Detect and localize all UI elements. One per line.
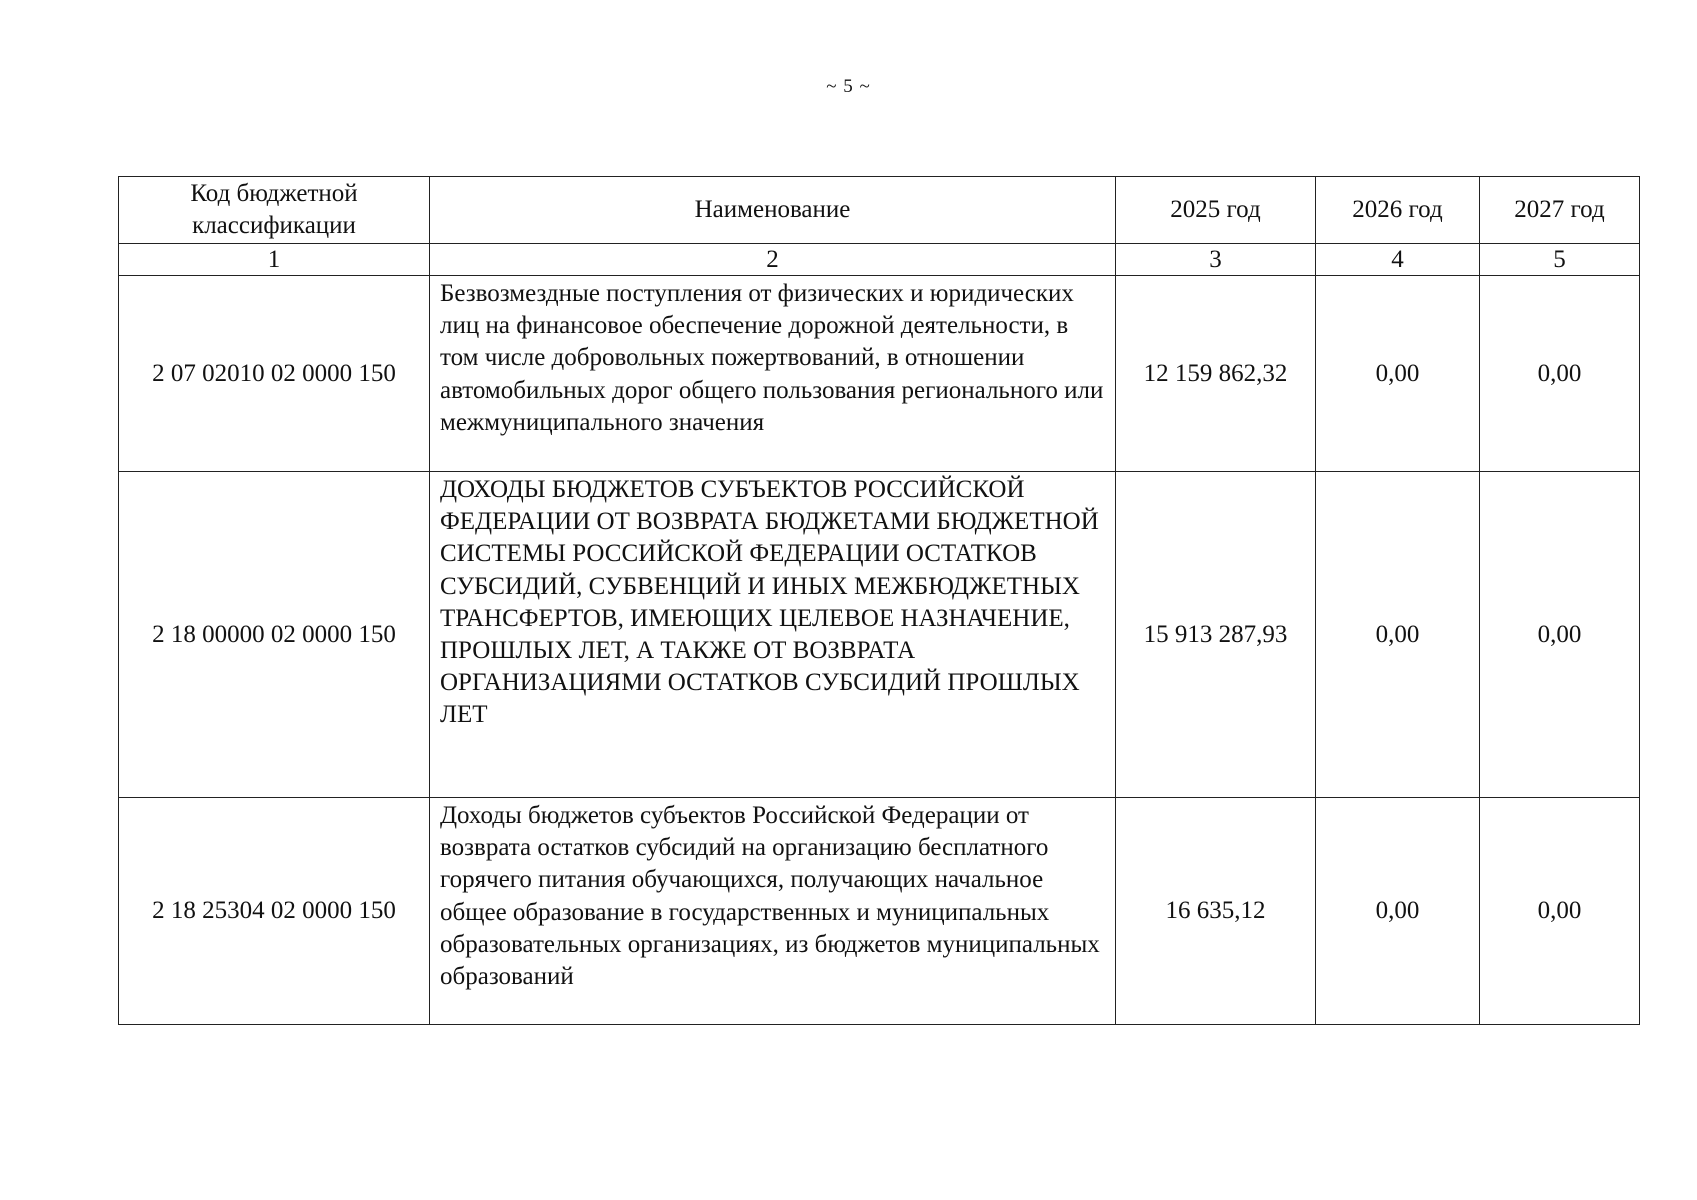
- header-name: Наименование: [430, 177, 1116, 244]
- value-2026: 0,00: [1316, 276, 1480, 472]
- page-number: ~ 5 ~: [826, 76, 871, 97]
- value-2027: 0,00: [1480, 276, 1640, 472]
- budget-code: 2 07 02010 02 0000 150: [119, 276, 430, 472]
- column-number: 4: [1316, 244, 1480, 276]
- table-row: [119, 276, 1640, 472]
- header-row: [119, 177, 1640, 244]
- budget-table: [118, 176, 1640, 1025]
- value-2027: 0,00: [1480, 798, 1640, 1025]
- header-2025: 2025 год: [1116, 177, 1316, 244]
- column-number: 1: [119, 244, 430, 276]
- header-code: Код бюджетной классификации: [119, 177, 430, 244]
- header-2027: 2027 год: [1480, 177, 1640, 244]
- table-row: [119, 798, 1640, 1025]
- value-2027: 0,00: [1480, 472, 1640, 798]
- column-number: 2: [430, 244, 1116, 276]
- column-number: 3: [1116, 244, 1316, 276]
- value-2026: 0,00: [1316, 798, 1480, 1025]
- header-2026: 2026 год: [1316, 177, 1480, 244]
- item-name: ДОХОДЫ БЮДЖЕТОВ СУБЪЕКТОВ РОССИЙСКОЙ ФЕДЕРАЦИИ ОТ ВОЗВРАТА БЮДЖЕТАМИ БЮДЖЕТНОЙ СИСТЕМЫ РОССИЙСКОЙ ФЕДЕРАЦИИ ОСТАТКОВ СУБСИДИЙ, СУБВЕНЦИЙ И ИНЫХ МЕЖБЮДЖЕТНЫХ ТРАНСФЕРТОВ, ИМЕЮЩИХ ЦЕЛЕВОЕ НАЗНАЧЕНИЕ, ПРОШЛЫХ ЛЕТ, А ТАКЖЕ ОТ ВОЗВРАТА ОРГАНИЗАЦИЯМИ ОСТАТКОВ СУБСИДИЙ ПРОШЛЫХ ЛЕТ: [430, 472, 1116, 798]
- item-name: Безвозмездные поступления от физических и юридических лиц на финансовое обеспечение дорожной деятельности, в том числе добровольных пожертвований, в отношении автомобильных дорог общего пользования регионального или межмуниципального значения: [430, 276, 1116, 472]
- table-row: [119, 472, 1640, 798]
- column-number-row: [119, 244, 1640, 276]
- value-2026: 0,00: [1316, 472, 1480, 798]
- item-name: Доходы бюджетов субъектов Российской Федерации от возврата остатков субсидий на организацию бесплатного горячего питания обучающихся, получающих начальное общее образование в государственных и муниципальных образовательных организациях, из бюджетов муниципальных образований: [430, 798, 1116, 1025]
- budget-code: 2 18 00000 02 0000 150: [119, 472, 430, 798]
- value-2025: 15 913 287,93: [1116, 472, 1316, 798]
- budget-code: 2 18 25304 02 0000 150: [119, 798, 430, 1025]
- column-number: 5: [1480, 244, 1640, 276]
- value-2025: 12 159 862,32: [1116, 276, 1316, 472]
- value-2025: 16 635,12: [1116, 798, 1316, 1025]
